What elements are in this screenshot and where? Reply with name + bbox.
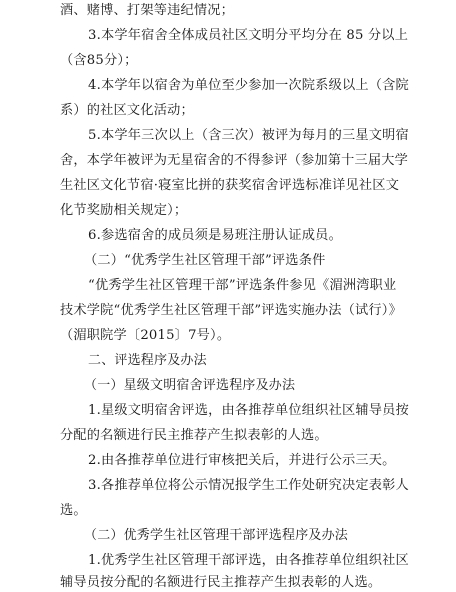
text-line-17: 1.星级文明宿舍评选，由各推荐单位组织社区辅导员按: [88, 403, 409, 418]
text-line-4: 4.本学年以宿舍为单位至少参加一次院系级以上（含院: [88, 78, 409, 93]
text-line-10: 6.参选宿舍的成员须是易班注册认证成员。: [88, 228, 342, 243]
text-line-14: （湄职院学〔2015〕7号）。: [60, 328, 231, 343]
text-line-23: 1.优秀学生社区管理干部评选，由各推荐单位组织社区: [88, 553, 409, 568]
text-line-3: （含85分）；: [60, 53, 138, 68]
text-line-13: 技术学院“优秀学生社区管理干部”评选实施办法（试行）》: [60, 303, 402, 318]
text-line-7: 舍，本学年被评为无星宿舍的不得参评（参加第十三届大学: [60, 153, 409, 168]
text-line-8: 生社区文化节宿·寝室比拼的获奖宿舍评选标准详见社区文: [60, 178, 400, 193]
text-line-2: 3.本学年宿舍全体成员社区文明分平均分在 85 分以上: [88, 28, 409, 43]
text-line-5: 系）的社区文化活动；: [60, 103, 194, 118]
text-line-20: 3.各推荐单位将公示情况报学生工作处研究决定表彰人: [88, 478, 409, 493]
text-line-18: 分配的名额进行民主推荐产生拟表彰的人选。: [60, 428, 328, 443]
text-line-6: 5.本学年三次以上（含三次）被评为每月的三星文明宿: [88, 128, 409, 143]
section-heading-cadre-procedure: （二）优秀学生社区管理干部评选程序及办法: [84, 528, 349, 543]
text-line-1: 酒、赌博、打架等违纪情况；: [60, 3, 235, 18]
text-line-19: 2.由各推荐单位进行审核把关后，并进行公示三天。: [88, 453, 396, 468]
text-line-12: “优秀学生社区管理干部”评选条件参见《湄洲湾职业: [88, 278, 397, 293]
text-line-24: 辅导员按分配的名额进行民主推荐产生拟表彰的人选。: [60, 575, 382, 590]
text-line-9: 化节奖励相关规定）；: [60, 203, 188, 218]
section-heading-dorm-procedure: （一）星级文明宿舍评选程序及办法: [84, 378, 296, 393]
section-heading-cadre-criteria: （二）“优秀学生社区管理干部”评选条件: [84, 253, 326, 268]
text-line-21: 选。: [60, 503, 87, 518]
section-heading-procedures: 二、评选程序及办法: [88, 353, 207, 368]
